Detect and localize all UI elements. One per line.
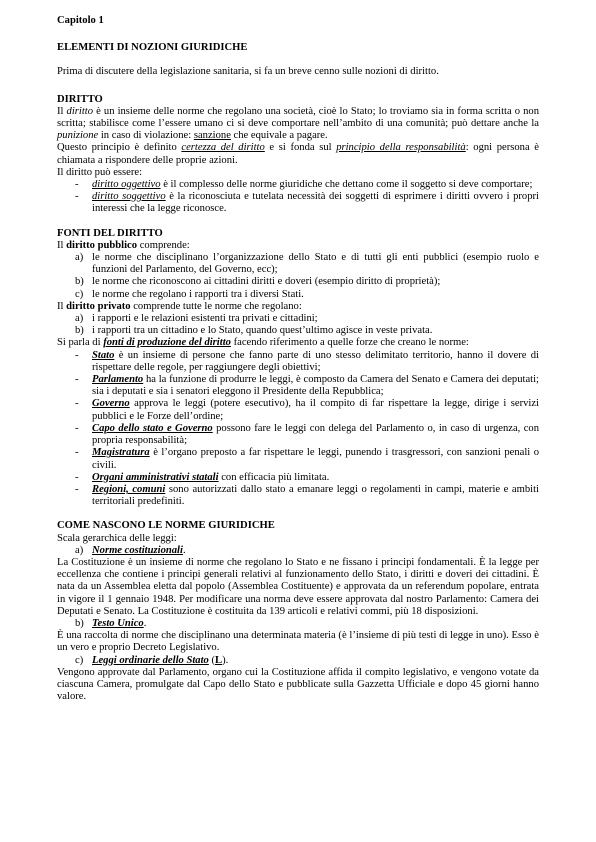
- text-run: comprende tutte le norme che regolano:: [130, 300, 302, 312]
- list-item: [57, 398, 539, 422]
- scala-item-a: [57, 545, 539, 557]
- text-run: .: [182, 544, 186, 556]
- list-marker: -: [75, 191, 79, 203]
- list-item: [57, 374, 539, 398]
- list-text: è un insieme di persone che fanno parte di uno stesso delimitato territorio, hanno il dovere di rispettare delle regole, per raggiungere degli obiettivi;: [92, 349, 539, 373]
- list-term: Magistratura: [92, 447, 150, 459]
- list-text: le norme che disciplinano l’organizzazione dello Stato e di tutti gli enti pubblici (esempio ruolo e funzioni del Parlamento, del Governo, ecc);: [92, 252, 539, 276]
- list-marker: -: [75, 471, 79, 483]
- list-term: diritto soggettivo: [92, 191, 166, 203]
- list-marker: b): [75, 325, 84, 337]
- list-marker: -: [75, 422, 79, 434]
- list-text: i rapporti e le relazioni esistenti tra privati e cittadini;: [92, 313, 318, 325]
- section-norme: [57, 520, 539, 703]
- scala-item-c: [57, 655, 539, 667]
- list-term: Parlamento: [92, 374, 144, 386]
- list-marker: a): [75, 252, 84, 264]
- list-abbr: L: [215, 654, 223, 666]
- text-run: Questo principio è definito: [57, 142, 182, 154]
- section-heading: DIRITTO: [57, 93, 103, 105]
- list-marker: a): [75, 313, 84, 325]
- list-item: [57, 252, 539, 276]
- pubblico-intro: [57, 240, 539, 252]
- list-marker: -: [75, 349, 79, 361]
- term-fonti-produzione: fonti di produzione del diritto: [103, 337, 231, 349]
- list-text: le norme che riconoscono ai cittadini diritti e doveri (esempio diritto di proprietà);: [92, 276, 441, 288]
- scala-item-b: [57, 618, 539, 630]
- list-marker: b): [75, 617, 84, 629]
- section-diritto: [57, 94, 539, 216]
- list-term: Norme costituzionali: [92, 544, 183, 556]
- list-item: [57, 618, 539, 630]
- diritto-definition: [57, 106, 539, 143]
- list-item: [57, 484, 539, 508]
- list-term: Capo dello stato e Governo: [92, 422, 213, 434]
- document-title: ELEMENTI DI NOZIONI GIURIDICHE: [57, 42, 248, 54]
- privato-list: [57, 313, 539, 337]
- chapter-label: Capitolo 1: [57, 15, 104, 26]
- list-text: i rapporti tra un cittadino e lo Stato, quando quest’ultimo agisce in veste privata.: [92, 325, 433, 337]
- list-term: Leggi ordinarie dello Stato: [92, 654, 209, 666]
- text-run: Si parla di: [57, 337, 104, 349]
- list-text: sono autorizzati dallo stato a emanare leggi o regolamenti in campi, materie e ambiti territoriali predefiniti.: [92, 483, 539, 508]
- list-term: Organi amministrativi statali: [92, 471, 219, 483]
- list-marker: -: [75, 483, 79, 495]
- list-text: è il complesso delle norme giuridiche che dettano come il soggetto si deve comportare;: [160, 179, 533, 191]
- text-run: Il: [57, 239, 67, 251]
- term-diritto: diritto: [66, 105, 94, 117]
- list-term: Governo: [92, 398, 130, 410]
- intro-paragraph: Prima di discutere della legislazione sanitaria, si fa un breve cenno sulle nozioni di diritto.: [57, 66, 439, 78]
- term-certezza: certezza del diritto: [181, 142, 265, 154]
- text-run: Il: [57, 300, 67, 312]
- term-sanzione: sanzione: [193, 130, 231, 142]
- list-term: Regioni, comuni: [92, 483, 166, 495]
- list-term: Stato: [92, 349, 115, 361]
- list-item: [57, 447, 539, 471]
- text-run: comprende:: [137, 239, 190, 251]
- section-heading: FONTI DEL DIRITTO: [57, 227, 163, 239]
- list-item: [57, 313, 539, 325]
- list-text: possono fare le leggi con delega del Parlamento o, in caso di urgenza, con propria responsabilità;: [92, 422, 540, 447]
- costituzione-paragraph: La Costituzione è un insieme di norme che regolano lo Stato e ne fissano i principi fondamentali. È la legge per eccellenza che contiene i principi generali relativi al funzionamento dello Stato, i diritti e doveri dei cittadini. È nata da un Assemblea eletta dal popolo (Assemblea Costituente) e approvata da un referendum popolare, entrata in vigore il 1 gennaio 1948. Per modificare una norma deve essere approvata dal nostro Parlamento: Camera dei Deputati e Senato. La Costituzione è costituita da 139 articoli e relativi commi, più 18 disposizioni.: [57, 556, 539, 617]
- list-term: diritto oggettivo: [92, 179, 161, 191]
- text-run: e si fonda sul: [264, 142, 337, 154]
- list-item: [57, 191, 539, 215]
- text-run: in caso di violazione:: [98, 130, 194, 142]
- list-item: [57, 276, 539, 288]
- list-marker: -: [75, 374, 79, 386]
- leggi-ordinarie-paragraph: Vengono approvate dal Parlamento, organo cui la Costituzione affida il compito legislativo, e vengono votate da ciascuna Camera, promulgate dal Capo dello Stato e pubblicate sulla Gazzetta Ufficiale e dopo 45 giorni hanno valore.: [57, 666, 539, 703]
- list-item: [57, 289, 539, 301]
- list-term: Testo Unico: [92, 617, 144, 629]
- testo-unico-paragraph: È una raccolta di norme che disciplinano una determinata materia (è l’insieme di più testi di legge in uno). Esso è un vero e proprio Decreto Legislativo.: [57, 630, 539, 654]
- text-run: .: [143, 617, 147, 629]
- text-run: facendo riferimento a quelle forze che creano le norme:: [230, 337, 469, 349]
- list-marker: a): [75, 544, 84, 556]
- text-run: ).: [222, 654, 229, 666]
- pubblico-list: [57, 252, 539, 301]
- list-item: [57, 423, 539, 447]
- term-diritto-privato: diritto privato: [66, 300, 131, 312]
- text-run: : ogni persona è chiamata a rispondere delle proprie azioni.: [57, 142, 539, 166]
- term-diritto-pubblico: diritto pubblico: [66, 239, 138, 251]
- list-text: con efficacia più limitata.: [218, 471, 330, 483]
- produzione-intro: [57, 337, 539, 349]
- text-run: che equivale a pagare.: [230, 130, 328, 142]
- text-run: è un insieme delle norme che regolano una società, cioè lo Stato; lo troviamo sia in forma scritta o non scritta; stabilisce come l’essere umano ci si deve comportare nell’ambito di una comunità; può dettare anche la: [57, 105, 539, 130]
- list-item: [57, 179, 539, 191]
- list-marker: c): [75, 288, 84, 300]
- types-intro: Il diritto può essere:: [57, 166, 143, 178]
- list-text: è l’organo preposto a far rispettare le leggi, punendo i trasgressori, con sanzioni penali o civili.: [92, 447, 539, 471]
- list-marker: -: [75, 447, 79, 459]
- term-punizione: punizione: [57, 130, 99, 142]
- term-responsabilita: principio della responsabilità: [336, 142, 466, 154]
- list-text: è la riconosciuta e tutelata necessità dei soggetti di esprimere i diritti ovvero i propri interessi che la legge riconosce.: [92, 191, 539, 215]
- privato-intro: [57, 301, 539, 313]
- section-fonti: [57, 228, 539, 509]
- certezza-paragraph: [57, 142, 539, 166]
- list-text: approva le leggi (potere esecutivo), ha il compito di far rispettare la legge, dirige i servizi pubblici e le Forze dell’ordine;: [92, 398, 539, 422]
- list-marker: -: [75, 398, 79, 410]
- text-run: (: [208, 654, 216, 666]
- list-item: [57, 545, 539, 557]
- list-text: le norme che regolano i rapporti tra i diversi Stati.: [92, 288, 304, 300]
- list-marker: -: [75, 179, 79, 191]
- diritto-types-list: [57, 179, 539, 216]
- document-page: [57, 15, 539, 703]
- produzione-list: [57, 350, 539, 509]
- list-item: [57, 655, 539, 667]
- list-marker: b): [75, 276, 84, 288]
- list-item: [57, 472, 539, 484]
- list-marker: c): [75, 654, 84, 666]
- section-heading: COME NASCONO LE NORME GIURIDICHE: [57, 520, 275, 532]
- list-text: ha la funzione di produrre le leggi, è composto da Camera del Senato e Camera dei deputati; sia i deputati e sia i senatori eleggono il Presidente della Repubblica;: [92, 374, 539, 398]
- list-item: [57, 325, 539, 337]
- scala-intro: Scala gerarchica delle leggi:: [57, 532, 177, 544]
- text-run: Il: [57, 105, 67, 117]
- list-item: [57, 350, 539, 374]
